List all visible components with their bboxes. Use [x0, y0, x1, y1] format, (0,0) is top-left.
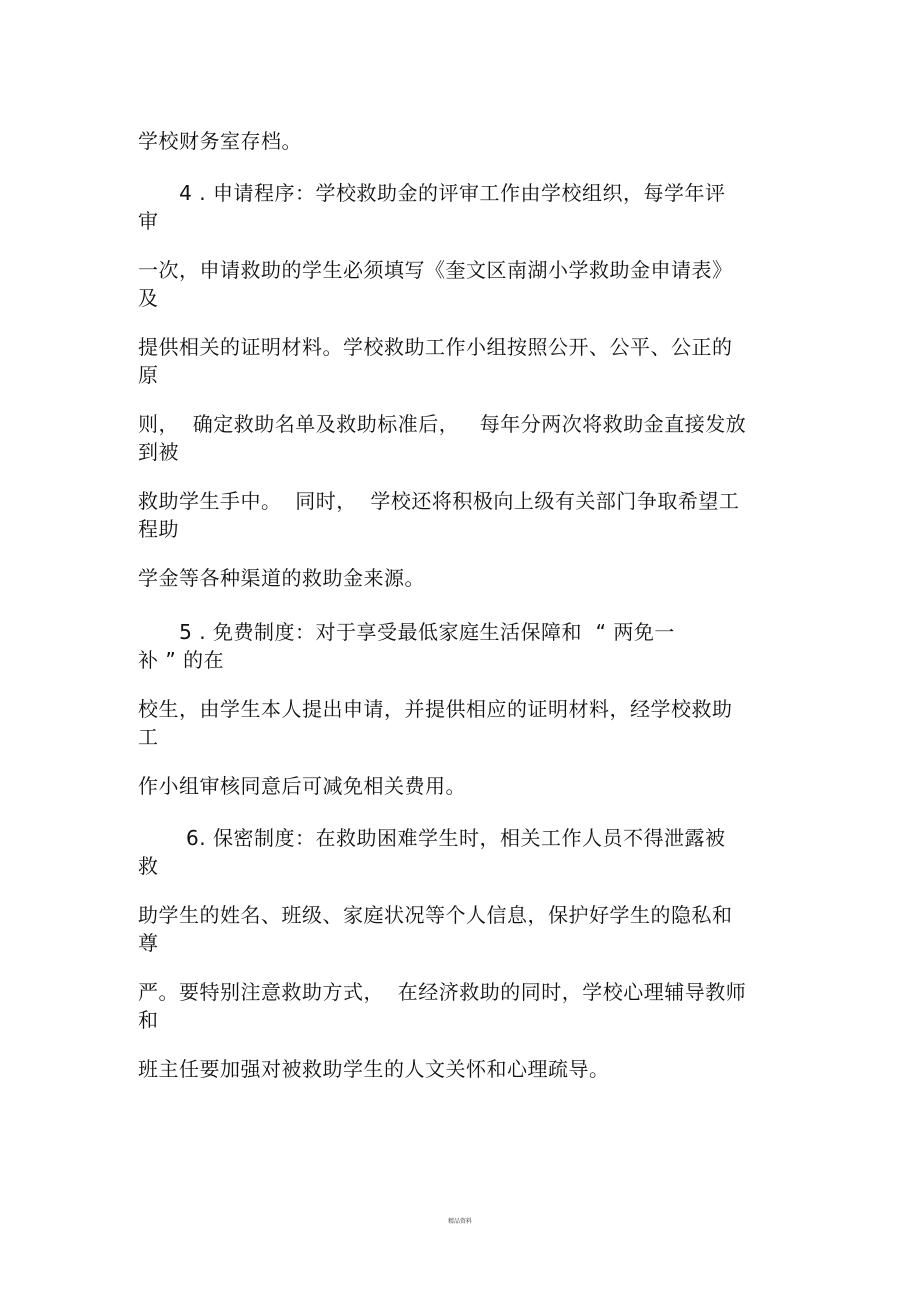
- text-line: 工: [138, 725, 159, 749]
- page-footer: 精品资料: [447, 1218, 472, 1225]
- text-line: 4 . 申请程序：学校救助金的评审工作由学校组织，每学年评: [138, 181, 726, 205]
- text-line: 及: [138, 286, 159, 310]
- text-line: 班主任要加强对被救助学生的人文关怀和心理疏导。: [138, 1057, 610, 1081]
- text-line: 救: [138, 854, 159, 878]
- text-line: 程助: [138, 517, 179, 541]
- text-line: 学金等各种渠道的救助金来源。: [138, 566, 425, 590]
- text-line: 学校财务室存档。: [138, 129, 302, 153]
- text-line: 作小组审核同意后可减免相关费用。: [138, 774, 466, 798]
- text-line: 审: [138, 209, 159, 233]
- text-line: 和: [138, 1008, 159, 1032]
- text-line: 严。要特别注意救助方式， 在经济救助的同时，学校心理辅导教师: [138, 980, 747, 1004]
- text-line: 助学生的姓名、班级、家庭状况等个人信息，保护好学生的隐私和: [138, 903, 733, 927]
- text-line: 校生，由学生本人提出申请，并提供相应的证明材料，经学校救助: [138, 697, 733, 721]
- text-line: 则， 确定救助名单及救助标准后， 每年分两次将救助金直接发放: [138, 412, 747, 436]
- text-line: 6. 保密制度：在救助困难学生时，相关工作人员不得泄露被: [138, 826, 726, 850]
- text-line: 5 . 免费制度：对于享受最低家庭生活保障和 “ 两免一: [138, 620, 675, 644]
- text-line: 救助学生手中。 同时， 学校还将积极向上级有关部门争取希望工: [138, 489, 740, 513]
- text-line: 原: [138, 363, 159, 387]
- text-line: 提供相关的证明材料。学校救助工作小组按照公开、公平、公正的: [138, 335, 733, 359]
- text-line: 补 ” 的在: [138, 648, 225, 672]
- text-line: 一次，申请救助的学生必须填写《奎文区南湖小学救助金申请表》: [138, 258, 733, 282]
- text-line: 尊: [138, 931, 159, 955]
- text-line: 到被: [138, 440, 179, 464]
